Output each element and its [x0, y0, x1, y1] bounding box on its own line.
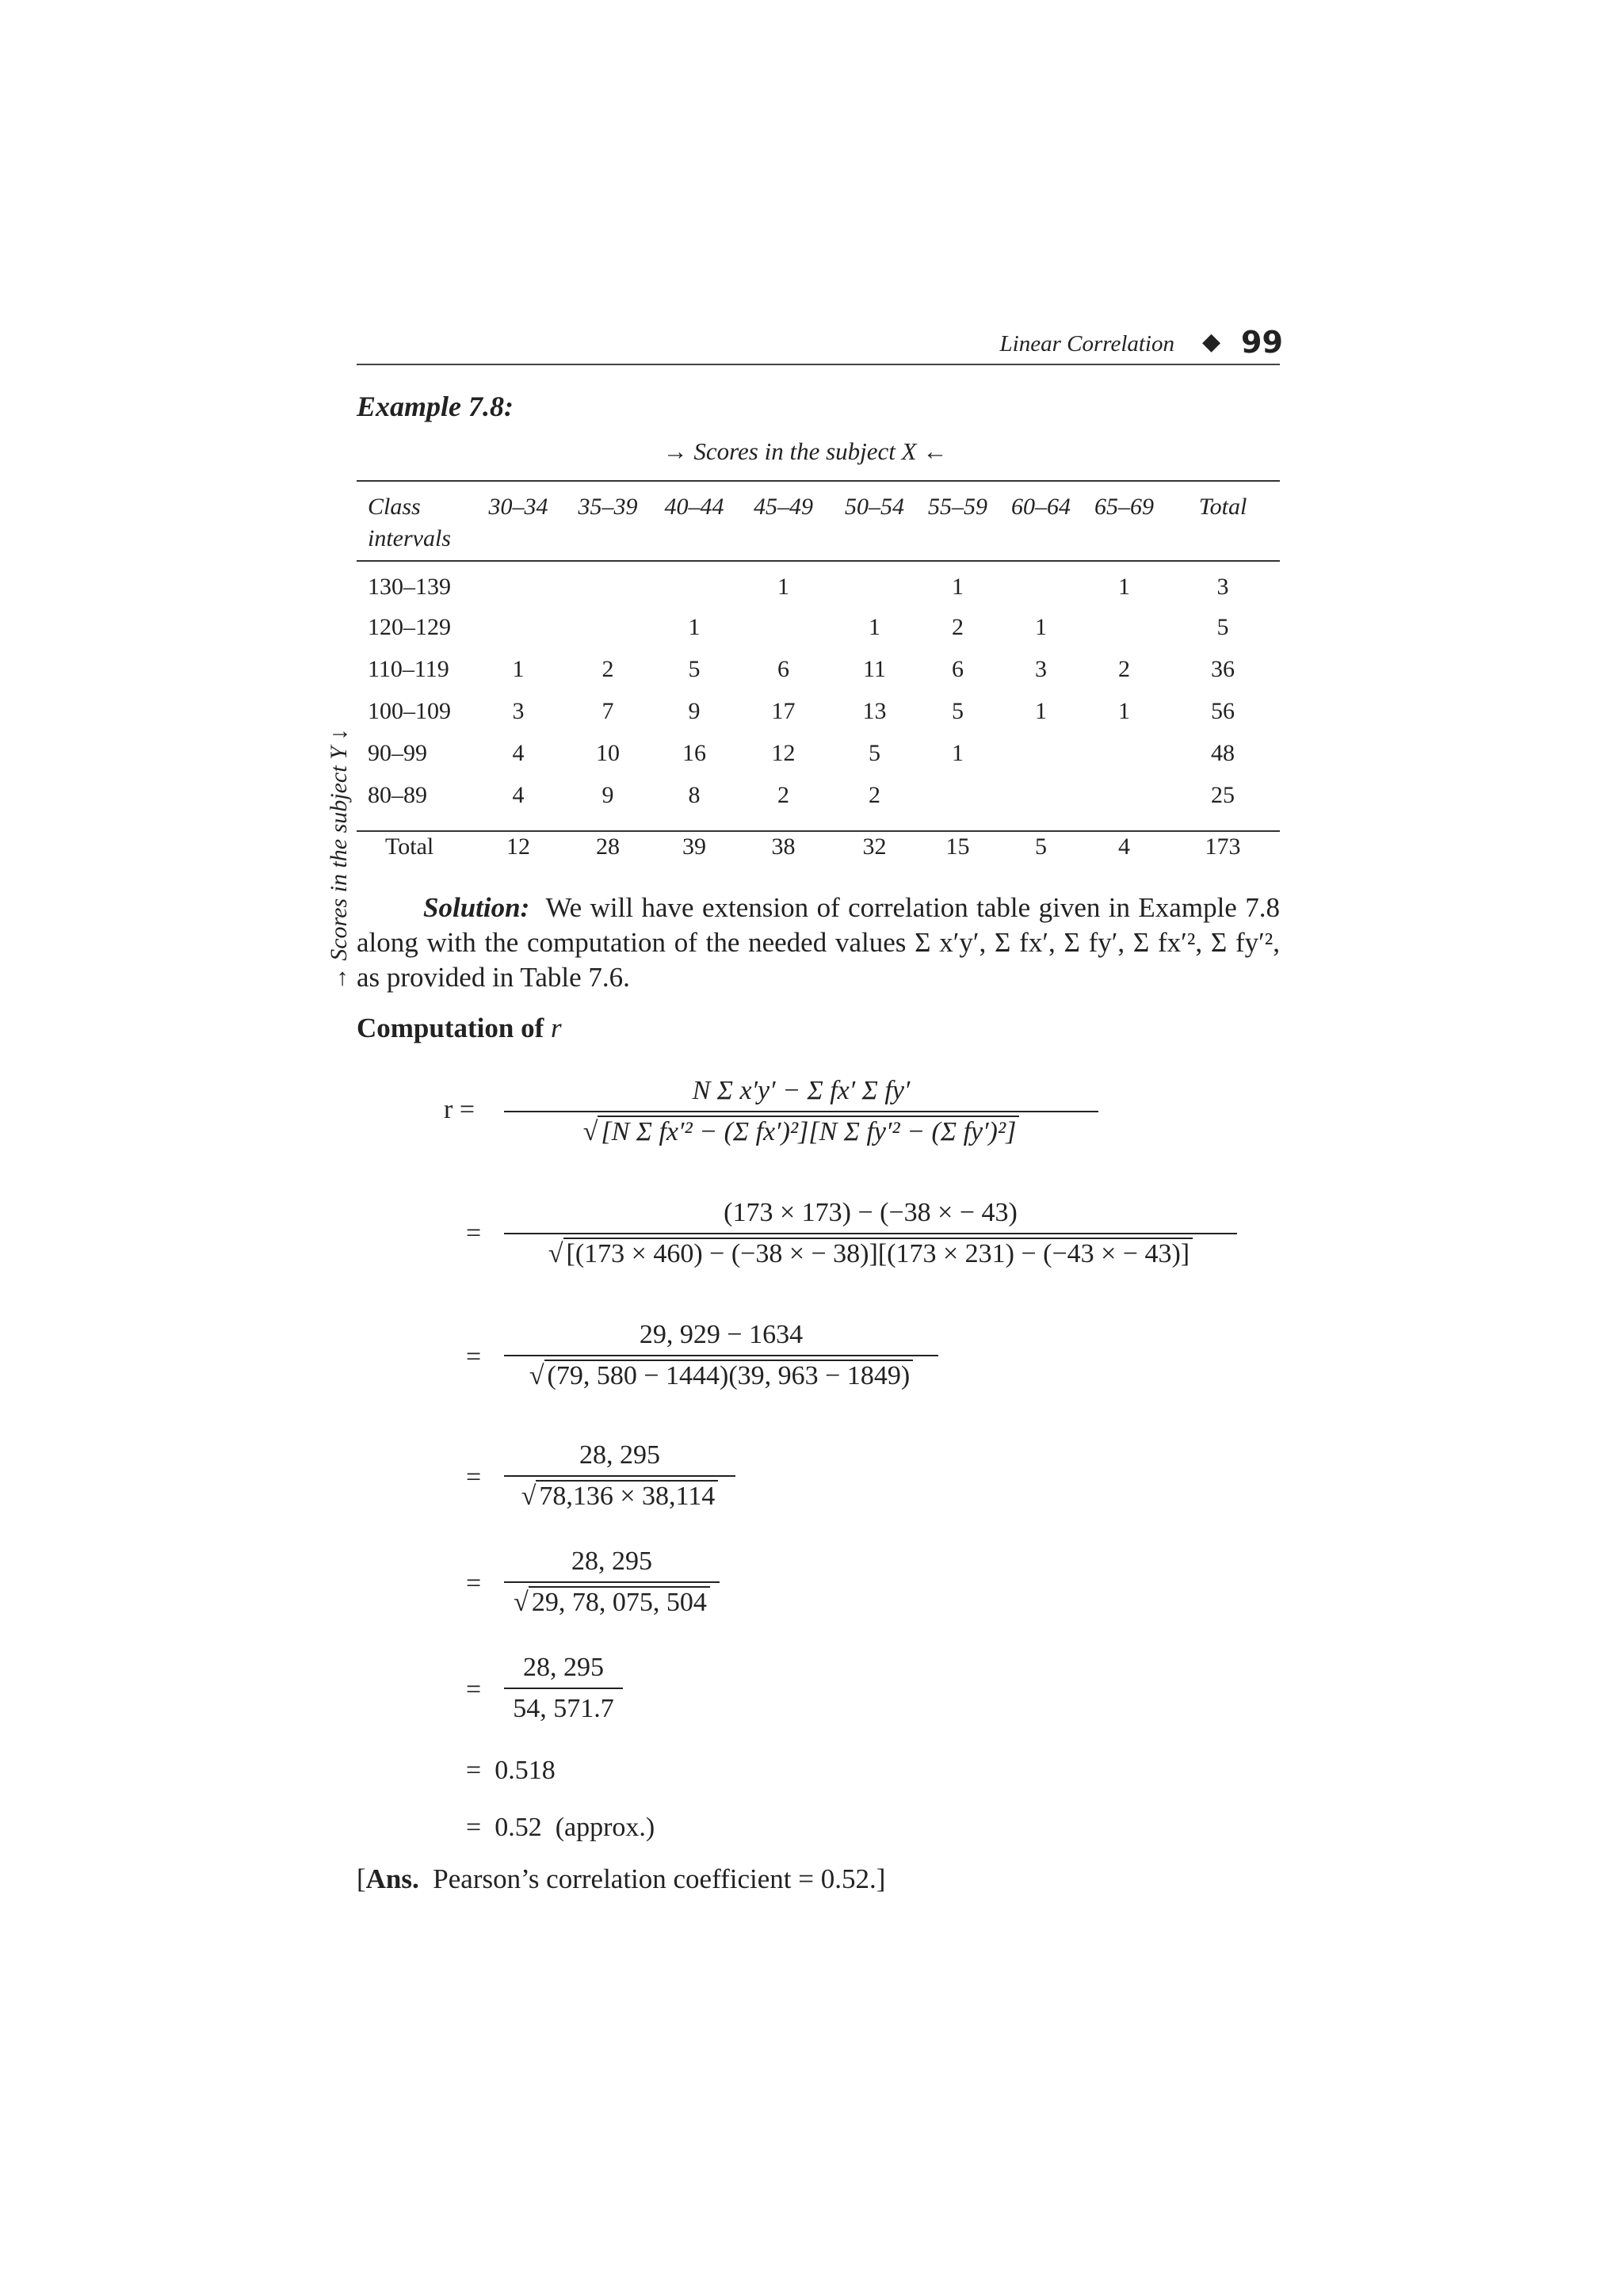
eq-numerator: 29, 929 − 1634 [639, 1320, 804, 1349]
equals-sign: = [466, 1675, 482, 1704]
row-label: 90–99 [368, 739, 427, 766]
running-title: Linear Correlation [999, 331, 1174, 357]
eq-denominator: √ [N Σ fx′² − (Σ fx′)²][N Σ fy′² − (Σ fy′)²] [504, 1117, 1098, 1147]
answer-bracket: [ [357, 1863, 366, 1894]
row-label: 100–109 [368, 697, 451, 724]
table-cell: 1 [1035, 697, 1047, 724]
total-cell: 39 [682, 833, 706, 860]
table-cell: 3 [512, 697, 525, 724]
fraction-bar [504, 1581, 720, 1583]
table-cell: 16 [682, 739, 706, 766]
table-cell [1083, 606, 1166, 648]
row-label: 120–129 [368, 613, 451, 640]
fraction-bar [504, 1111, 1098, 1112]
table-cell: 2 [869, 781, 880, 808]
total-cell: 4 [1118, 833, 1130, 860]
table-cell [999, 774, 1083, 816]
table-cell: 12 [771, 739, 796, 766]
total-cell: 12 [506, 833, 530, 860]
table-total-row [357, 816, 1280, 869]
table-cell: 5 [1216, 613, 1229, 640]
table-cell: 3 [1216, 574, 1229, 600]
table-cell: 7 [601, 697, 614, 724]
table-cell: 36 [1211, 655, 1235, 682]
table-header-row [357, 480, 1280, 560]
total-cell: 173 [1205, 833, 1241, 860]
equals-sign: = [466, 1219, 482, 1248]
col-header: 40–44 [664, 494, 724, 520]
result-line: = 0.52 (approx.) [466, 1813, 655, 1842]
table-cell: 1 [512, 655, 525, 682]
table-cell: 1 [1118, 697, 1130, 724]
x-axis-caption-text: → Scores in the subject X ← [663, 437, 948, 465]
computation-heading-var: r [551, 1013, 562, 1043]
table-cell: 4 [512, 781, 525, 808]
table-cell: 2 [601, 655, 614, 682]
fraction-bar [504, 1233, 1237, 1234]
total-cell: 38 [771, 833, 796, 860]
computation-heading-text: Computation of [357, 1013, 544, 1043]
table-cell: 9 [601, 781, 614, 808]
row-label: 130–139 [368, 574, 451, 600]
answer-label: Ans. [365, 1863, 419, 1894]
col-header: 55–59 [928, 494, 987, 520]
table-row [357, 606, 1280, 648]
eq-denominator: √ 29, 78, 075, 504 [504, 1588, 720, 1618]
eq-numerator: N Σ x′y′ − Σ fx′ Σ fy′ [692, 1076, 911, 1105]
table-cell [999, 560, 1083, 606]
table-cell: 4 [512, 739, 525, 766]
result-approx: 0.52 (approx.) [495, 1813, 655, 1842]
row-label: 80–89 [368, 781, 427, 808]
radicand: (79, 580 − 1444)(39, 963 − 1849) [544, 1360, 914, 1390]
col-header: 60–64 [1011, 494, 1071, 520]
table-cell: 17 [771, 697, 796, 724]
eq-numerator: 28, 295 [579, 1440, 660, 1470]
table-cell [1083, 732, 1166, 774]
col-header: 45–49 [754, 494, 813, 520]
col-class-intervals [357, 480, 475, 560]
table-cell: 1 [1035, 613, 1047, 640]
eq-denominator: √ (79, 580 − 1444)(39, 963 − 1849) [504, 1361, 938, 1391]
table-cell [833, 560, 916, 606]
fraction-bar [504, 1355, 938, 1356]
col-label: Class intervals [368, 494, 451, 551]
table-cell [1083, 774, 1166, 816]
table-cell: 6 [777, 655, 789, 682]
answer-text: Pearson’s correlation coefficient = 0.52.] [433, 1863, 886, 1894]
solution-lead: Solution: [423, 892, 530, 923]
table-cell: 25 [1211, 781, 1235, 808]
lhs-r: r = [444, 1095, 475, 1124]
fraction-bar [504, 1688, 623, 1689]
table-row [357, 690, 1280, 732]
col-header: 65–69 [1094, 494, 1154, 520]
table-cell: 48 [1211, 739, 1235, 766]
table-row [357, 648, 1280, 690]
row-label: 110–119 [368, 655, 449, 682]
table-cell: 1 [869, 613, 880, 640]
col-header: 50–54 [845, 494, 904, 520]
table-cell: 6 [952, 655, 964, 682]
table-cell: 2 [952, 613, 964, 640]
table-cell: 13 [862, 697, 887, 724]
table-cell: 56 [1211, 697, 1235, 724]
answer-line [357, 1863, 885, 1895]
eq-step-6 [504, 1653, 623, 1724]
table-cell: 3 [1035, 655, 1047, 682]
equals-sign: = [466, 1569, 482, 1598]
table-cell: 8 [688, 781, 701, 808]
total-cell: 5 [1035, 833, 1047, 860]
diamond-icon: ◆ [1202, 329, 1221, 355]
y-axis-caption-text: → Scores in the subject Y ↓ [326, 728, 352, 991]
table-cell [475, 560, 561, 606]
total-cell: 32 [862, 833, 887, 860]
table-grid [357, 480, 1280, 869]
table-cell: 10 [596, 739, 620, 766]
radicand: [(173 × 460) − (−38 × − 38)][(173 × 231) − (−43 × − 43)] [563, 1238, 1193, 1268]
equals-sign: = [466, 1342, 482, 1371]
eq-numerator: 28, 295 [571, 1547, 652, 1576]
radicand: 29, 78, 075, 504 [529, 1586, 710, 1617]
table-cell [734, 606, 833, 648]
total-cell: 28 [596, 833, 620, 860]
eq-step-4 [504, 1440, 735, 1512]
total-cell: 15 [945, 833, 970, 860]
equals-sign: = [466, 1463, 482, 1492]
table-cell: 1 [688, 613, 701, 640]
table-cell [655, 560, 734, 606]
solution-text: We will have extension of correlation table given in Example 7.8 along with the computation of the needed values Σ x′y′, Σ fx′, Σ fy′, Σ fx′², Σ fy′², as provided in Table 7.6. [357, 892, 1280, 993]
col-header: 35–39 [578, 494, 638, 520]
table-cell: 1 [1118, 574, 1130, 600]
table-cell: 9 [688, 697, 701, 724]
table-cell: 11 [863, 655, 886, 682]
example-title: Example 7.8: [357, 391, 514, 422]
table-cell: 5 [952, 697, 964, 724]
table-row [357, 774, 1280, 816]
table-cell [561, 560, 655, 606]
table-body [357, 560, 1280, 816]
eq-step-1 [504, 1076, 1098, 1147]
radicand: [N Σ fx′² − (Σ fx′)²][N Σ fy′² − (Σ fy′)²] [598, 1116, 1019, 1146]
eq-step-5 [504, 1547, 720, 1618]
eq-denominator: 54, 571.7 [513, 1694, 614, 1723]
eq-step-3 [504, 1320, 938, 1391]
table-cell: 5 [869, 739, 880, 766]
table-cell: 1 [952, 739, 964, 766]
table-cell: 1 [952, 574, 964, 600]
computation-heading [357, 1013, 562, 1044]
table-cell [916, 774, 999, 816]
table-cell: 1 [777, 574, 789, 600]
col-header: 30–34 [488, 494, 548, 520]
solution-paragraph [357, 891, 1280, 995]
page-number: 99 [1241, 325, 1283, 360]
table-row [357, 732, 1280, 774]
table-row [357, 560, 1280, 606]
col-header: Total [1198, 494, 1247, 520]
table-cell: 2 [1118, 655, 1130, 682]
eq-denominator: √ 78,136 × 38,114 [504, 1482, 735, 1512]
header-rule [357, 364, 1280, 365]
eq-step-2 [504, 1198, 1237, 1269]
table-cell [561, 606, 655, 648]
result-line: = 0.518 [466, 1756, 556, 1785]
fraction-bar [504, 1475, 735, 1477]
result-value: 0.518 [495, 1756, 556, 1785]
total-label: Total [385, 833, 434, 860]
table-cell [999, 732, 1083, 774]
table-cell [475, 606, 561, 648]
eq-numerator: 28, 295 [523, 1653, 604, 1682]
eq-numerator: (173 × 173) − (−38 × − 43) [724, 1198, 1018, 1227]
x-axis-caption [0, 437, 1623, 466]
table-cell: 2 [777, 781, 789, 808]
eq-denominator: √ [(173 × 460) − (−38 × − 38)][(173 × 231) − (−43 × − 43)] [504, 1239, 1237, 1269]
radicand: 78,136 × 38,114 [536, 1480, 718, 1511]
table-cell: 5 [688, 655, 701, 682]
